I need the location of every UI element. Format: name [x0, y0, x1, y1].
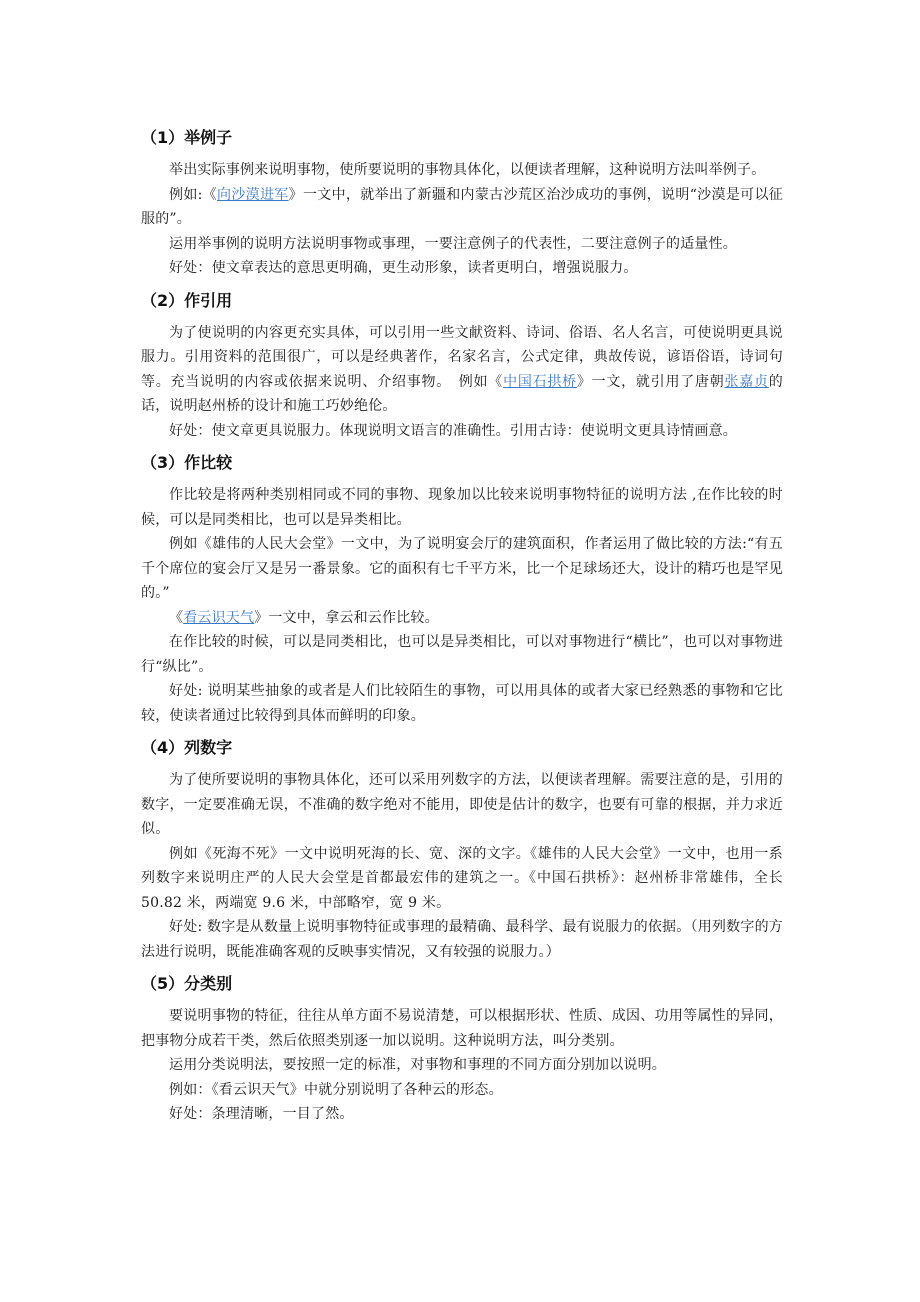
paragraph [141, 606, 783, 631]
paragraph [141, 768, 783, 842]
paragraph-text: 好处：条理清晰，一目了然。 [169, 1106, 354, 1122]
hyperlink[interactable]: 向沙漠进军 [217, 186, 289, 203]
paragraph-text: 例如《死海不死》一文中说明死海的长、宽、深的文字。《雄伟的人民大会堂》一文中，也用一系列数字来说明庄严的人民大会堂是首都最宏伟的建筑之一。《中国石拱桥》：赵州桥非常雄伟，全长 50.82 米，两端宽 9.6 米，中部略窄，宽 9 米。 [141, 845, 783, 911]
document-page [141, 126, 783, 1135]
section-heading: （5）分类别 [141, 974, 233, 993]
paragraph-text: 例如《雄伟的人民大会堂》一文中，为了说明宴会厅的建筑面积，作者运用了做比较的方法:“有五千个席位的宴会厅又是另一番景象。它的面积有七千平方米，比一个足球场还大，设计的精巧也是罕见的。” [141, 536, 783, 601]
paragraph [141, 1102, 783, 1127]
paragraph [141, 1078, 783, 1103]
paragraph [141, 183, 783, 232]
paragraph [141, 679, 783, 728]
paragraph [141, 158, 783, 183]
paragraph [141, 419, 783, 444]
section-1 [141, 126, 783, 281]
paragraph-text: 好处: 数字是从数量上说明事物特征或事理的最精确、最科学、最有说服力的依据。（用列数字的方法进行说明，既能准确客观的反映事实情况，又有较强的说服力。） [141, 919, 783, 960]
paragraph-text: 好处：使文章表达的意思更明确，更生动形象，读者更明白，增强说服力。 [169, 260, 638, 276]
hyperlink[interactable]: 看云识天气 [183, 609, 255, 626]
section-heading: （2）作引用 [141, 290, 233, 310]
paragraph-text: 《 [169, 609, 184, 626]
section-heading: （1）举例子 [141, 128, 233, 147]
paragraph [141, 232, 783, 257]
paragraph-text: 好处：使文章更具说服力。体现说明文语言的准确性。引用古诗：使说明文更具诗情画意。 [169, 422, 737, 439]
paragraph-text: 的话，说明赵州桥的设计和施工巧妙绝伦。 [141, 373, 783, 414]
paragraph-text: 》一文中，拿云和云作比较。 [254, 609, 439, 626]
section-heading: （4）列数字 [141, 738, 233, 757]
hyperlink[interactable]: 中国石拱桥 [503, 373, 577, 390]
paragraph [141, 532, 783, 606]
section-4 [141, 736, 783, 964]
paragraph-text: 运用举事例的说明方法说明事物或事理，一要注意例子的代表性，二要注意例子的适量性。 [169, 235, 737, 252]
section-2 [141, 289, 783, 444]
paragraph-text: 例如：《看云识天气》中就分别说明了各种云的形态。 [169, 1081, 503, 1098]
paragraph-text: 》一文，就引用了唐朝 [576, 373, 725, 390]
paragraph [141, 256, 783, 281]
section-heading: （3）作比较 [141, 453, 233, 472]
paragraph-text: 举出实际事例来说明事物，使所要说明的事物具体化，以便读者理解，这种说明方法叫举例子。 [169, 162, 766, 178]
paragraph-text: 作比较是将两种类别相同或不同的事物、现象加以比较来说明事物特征的说明方法 ,在作比较的时候，可以是同类相比，也可以是异类相比。 [141, 487, 783, 528]
paragraph-text: 》一文中，就举出了新疆和内蒙古沙荒区治沙成功的事例，说明“沙漠是可以征服的”。 [141, 186, 783, 227]
paragraph [141, 483, 783, 532]
paragraph [141, 842, 783, 916]
paragraph-text: 在作比较的时候，可以是同类相比，也可以是异类相比，可以对事物进行“横比”，也可以对事物进行“纵比”。 [141, 634, 783, 675]
paragraph [141, 915, 783, 964]
paragraph [141, 1053, 783, 1078]
paragraph-text: 为了使所要说明的事物具体化，还可以采用列数字的方法，以便读者理解。需要注意的是，引用的数字，一定要准确无误，不准确的数字绝对不能用，即使是估计的数字，也要有可靠的根据，并力求近似。 [141, 772, 783, 837]
hyperlink[interactable]: 张嘉贞 [724, 373, 769, 390]
section-3 [141, 451, 783, 728]
paragraph [141, 1004, 783, 1053]
paragraph-text: 为了使说明的内容更充实具体，可以引用一些文献资料、诗词、俗语、名人名言，可使说明更具说服力。引用资料的范围很广，可以是经典著作，名家名言，公式定律，典故传说，谚语俗语，诗词句等。充当说明的内容或依据来说明、介绍事物。 例如《 [141, 324, 783, 390]
paragraph-text: 例如:《 [169, 186, 218, 203]
paragraph [141, 321, 783, 419]
paragraph [141, 630, 783, 679]
section-5 [141, 972, 783, 1127]
paragraph-text: 运用分类说明法，要按照一定的标准，对事物和事理的不同方面分别加以说明。 [169, 1057, 666, 1073]
paragraph-text: 要说明事物的特征，往往从单方面不易说清楚，可以根据形状、性质、成因、功用等属性的异同，把事物分成若干类，然后依照类别逐一加以说明。这种说明方法，叫分类别。 [141, 1008, 783, 1049]
paragraph-text: 好处: 说明某些抽象的或者是人们比较陌生的事物，可以用具体的或者大家已经熟悉的事物和它比较，使读者通过比较得到具体而鲜明的印象。 [141, 683, 783, 724]
